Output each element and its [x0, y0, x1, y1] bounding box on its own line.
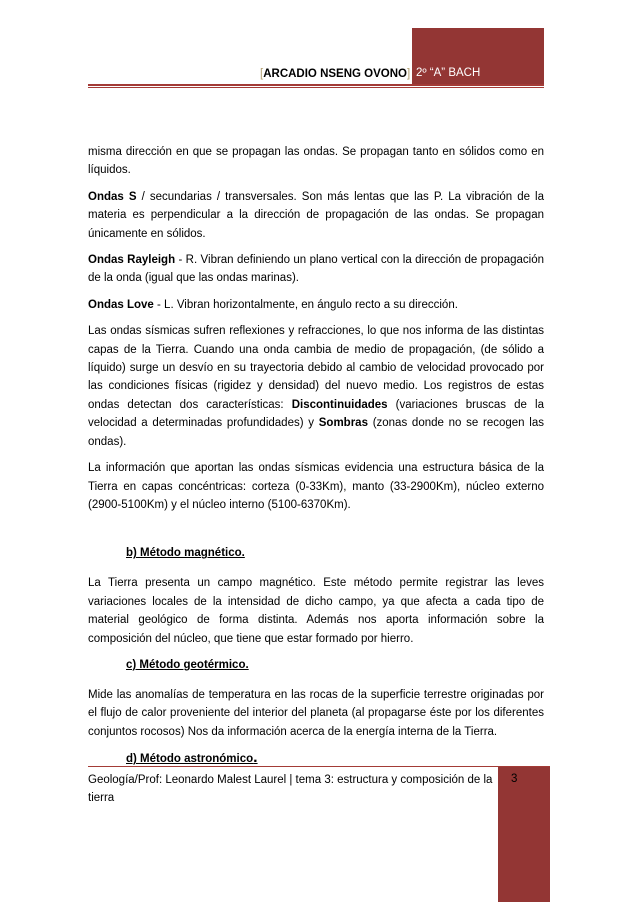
- page-header: [88, 58, 544, 85]
- footer-color-block: [498, 767, 550, 902]
- paragraph-ondas-s: [88, 188, 544, 243]
- ondas-s-text: / secundarias / transversales. Son más lentas que las P. La vibración de la materia es perpendicular a la dirección de propagación de las ondas. Se propagan únicamente en sólidos.: [88, 190, 544, 240]
- header-author: [260, 68, 410, 80]
- bracket-close: ]: [406, 68, 411, 80]
- footer-text: Geología/Prof: Leonardo Malest Laurel | tema 3: estructura y composición de la tierra: [88, 774, 493, 805]
- paragraph-ondas-rayleigh: [88, 251, 544, 288]
- term-ondas-rayleigh: Ondas Rayleigh: [88, 254, 176, 267]
- astronomico-dot: .: [253, 749, 258, 767]
- paragraph-geotermico: Mide las anomalías de temperatura en las rocas de la superficie terrestre originadas por el flujo de calor proveniente del interior del planeta (al propagarse éste por los diferentes conjuntos rocosos) Nos da información acerca de la energía interna de la Tierra.: [88, 688, 544, 738]
- term-discontinuidades: Discontinuidades: [291, 398, 388, 411]
- footer-rule: [88, 766, 550, 767]
- reflexiones-text-c: (zonas donde no se recogen las ondas).: [88, 417, 544, 448]
- page-number: 3: [511, 773, 518, 785]
- paragraph-1: misma dirección en que se propagan las ondas. Se propagan tanto en sólidos como en líquidos.: [88, 146, 544, 177]
- paragraph-reflexiones: [88, 322, 544, 451]
- author-name: ARCADIO NSENG OVONO: [263, 68, 407, 80]
- ondas-rayleigh-text: - R. Vibran definiendo un plano vertical con la dirección de propagación de la onda (igual que las ondas marinas).: [88, 254, 544, 285]
- bracket-open: [: [260, 68, 264, 80]
- astronomico-label: d) Método astronómico: [126, 753, 254, 766]
- paragraph-ondas-love: [88, 296, 544, 314]
- page-content: [88, 143, 544, 780]
- paragraph-magnetico: La Tierra presenta un campo magnético. Este método permite registrar las leves variaciones locales de la intensidad de dicho campo, ya que afecta a cada tipo de material geológico de forma distinta. Además nos aporta información sobre la composición del núcleo, que tiene que estar formado por hierro.: [88, 577, 544, 645]
- reflexiones-text-b: (variaciones bruscas de la velocidad a determinadas profundidades) y: [88, 398, 544, 430]
- heading-metodo-geotermico: c) Método geotérmico.: [126, 658, 249, 671]
- header-rule: [88, 84, 544, 86]
- ondas-love-text: - L. Vibran horizontalmente, en ángulo recto a su dirección.: [153, 298, 458, 311]
- reflexiones-text-a: Las ondas sísmicas sufren reflexiones y refracciones, lo que nos informa de las distintas capas de la Tierra. Cuando una onda cambia de medio de propagación, (de sólido a líquido) surge un desvío en su trayectoria debido al cambio de velocidad provocado por las condiciones físicas (rigidez y densidad) del nuevo medio. Los registros de estas ondas detectan dos características:: [88, 325, 544, 411]
- term-sombras: Sombras: [318, 417, 368, 430]
- term-ondas-love: Ondas Love: [88, 298, 154, 311]
- header-course: 2º “A” BACH: [416, 67, 481, 79]
- term-ondas-s: Ondas S: [88, 190, 137, 203]
- paragraph-estructura: La información que aportan las ondas sísmicas evidencia una estructura básica de la Tierra en capas concéntricas: corteza (0-33Km), manto (33-2900Km), núcleo externo (2900-5100Km) y el núcleo interno (5100-6370Km).: [88, 462, 544, 511]
- heading-metodo-magnetico: b) Método magnético.: [126, 547, 245, 560]
- header-rule-thin: [88, 87, 544, 88]
